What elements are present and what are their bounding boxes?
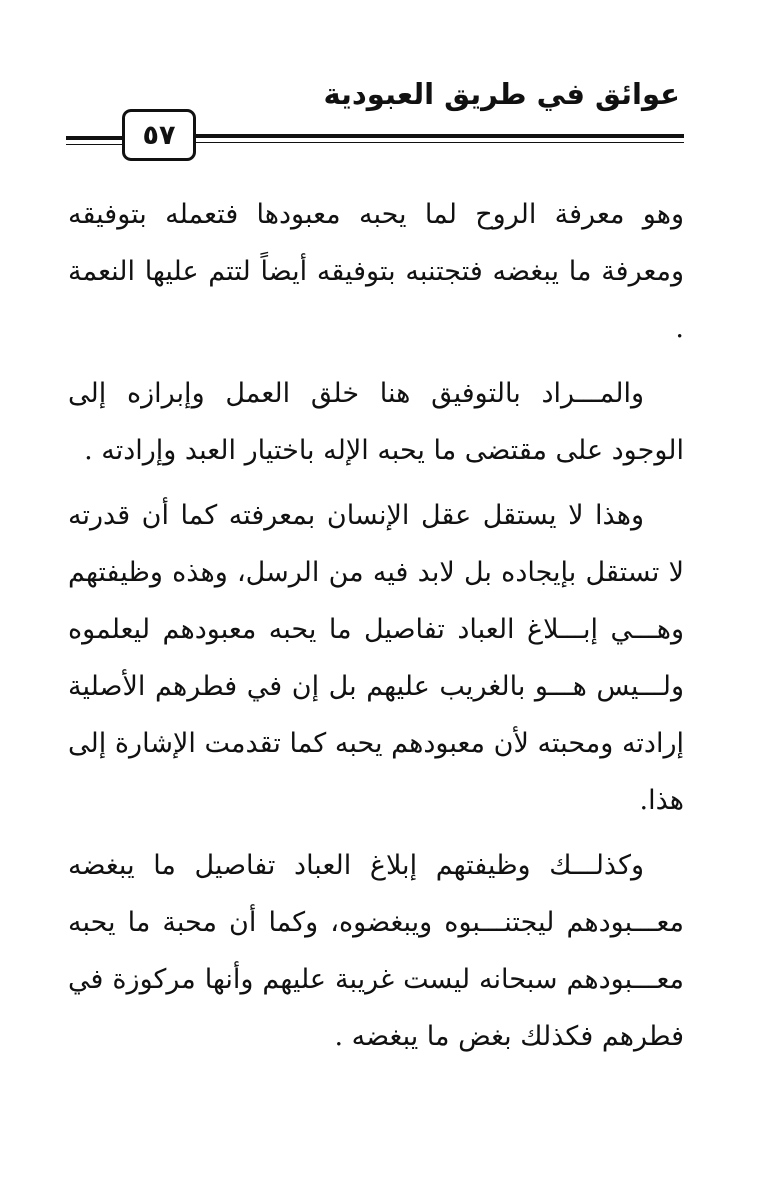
running-header-title: عوائق في طريق العبودية [323, 77, 680, 111]
paragraph-2: والمـــراد بالتوفيق هنا خلق العمل وإبرازه إلى الوجود على مقتضى ما يحبه الإله باختيار العبد وإرادته . [68, 378, 684, 466]
paragraph-1: وهو معرفة الروح لما يحبه معبودها فتعمله بتوفيقه ومعرفة ما يبغضه فتجتنبه بتوفيقه أيضاً لتتم عليها النعمة . [68, 199, 684, 344]
page-number-box [122, 109, 196, 161]
paragraph-4: وكذلـــك وظيفتهم إبلاغ العباد تفاصيل ما يبغضه معـــبودهم ليجتنـــبوه ويبغضوه، وكما أن محبة ما يحبه معـــبودهم سبحانه ليست غريبة عليهم وأنها مركوزة في فطرهم فكذلك بغض ما يبغضه . [68, 850, 684, 1052]
header-rule-left-thin [66, 144, 122, 145]
page-number: ٥٧ [142, 119, 176, 151]
paragraph-3: وهذا لا يستقل عقل الإنسان بمعرفته كما أن قدرته لا تستقل بإيجاده بل لابد فيه من الرسل، وهذه وظيفتهم وهـــي إبـــلاغ العباد تفاصيل ما يحبه معبودهم ليعلموه ولـــيس هـــو بالغريب عليهم بل إن في فطرهم الأصلية إرادته ومحبته لأن معبودهم يحبه كما تقدمت الإشارة إلى هذا. [68, 500, 684, 816]
header-rule-right-thin [196, 142, 684, 143]
header-rule-left-thick [66, 136, 122, 140]
header-rule-right-thick [196, 134, 684, 138]
body-text [68, 186, 684, 1065]
